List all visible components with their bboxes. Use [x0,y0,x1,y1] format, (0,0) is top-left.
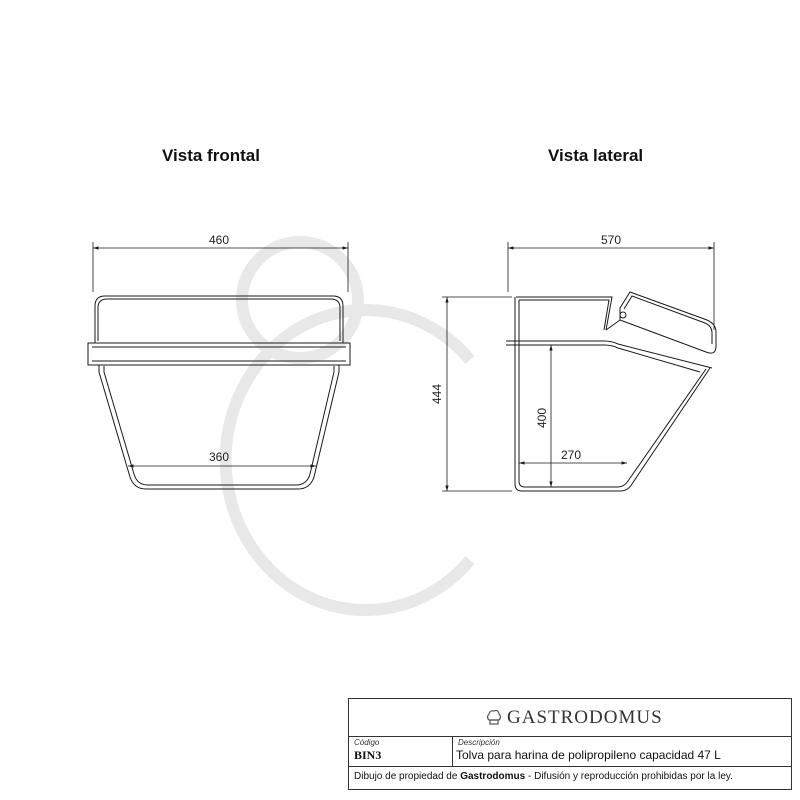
description-cell [453,737,791,766]
dim-side-top-label: 570 [600,233,622,247]
description-label: Descripción [458,738,500,747]
side-view-title: Vista lateral [548,146,644,165]
code-cell [349,737,453,766]
watermark-logo [226,242,470,610]
ownership-prefix: Dibujo de propiedad de [354,771,458,782]
code-label: Código [354,738,380,747]
description-value: Tolva para harina de polipropileno capacidad 47 L [456,748,721,762]
brand-logo [485,707,663,729]
dim-front-top [93,242,348,292]
ownership-notice [354,771,733,782]
brand-name: GASTRODOMUS [507,707,663,728]
dim-side-top [508,242,714,330]
code-value: BIN3 [354,748,382,762]
title-block [348,698,792,790]
chef-hat-icon [485,708,503,728]
dim-side-body-height-label: 400 [535,407,549,429]
title-block-logo-row [349,699,791,737]
title-block-info-row [349,737,791,767]
dim-front-top-label: 460 [208,233,230,247]
dim-side-height-label: 444 [430,383,444,405]
dim-side-bottom-label: 270 [560,448,582,462]
dim-front-bottom-label: 360 [208,450,230,464]
ownership-suffix: - Difusión y reproducción prohibidas por la ley. [528,771,733,782]
dim-side-height [442,297,512,491]
front-view-title: Vista frontal [162,146,260,165]
title-block-footer-row [349,767,791,789]
side-view-outline [506,292,716,491]
ownership-brand: Gastrodomus [460,771,526,782]
